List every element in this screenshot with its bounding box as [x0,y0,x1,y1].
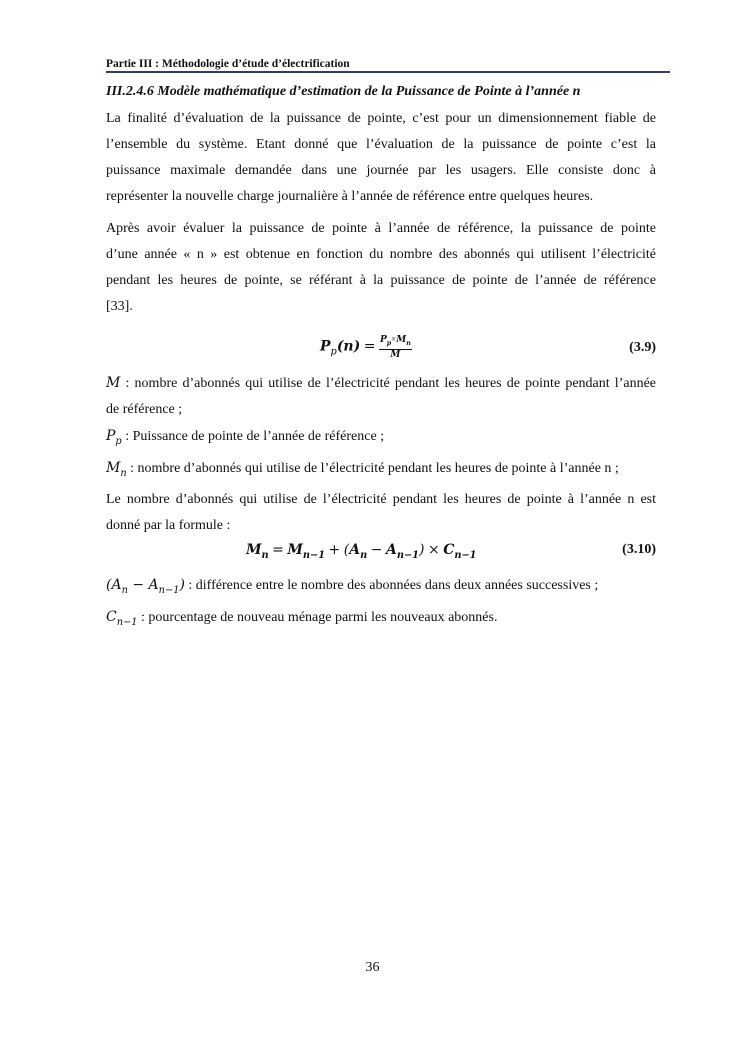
paragraph-line: [33]. [106,299,133,314]
section-title: III.2.4.6 Modèle mathématique d’estimation de la Puissance de Pointe à l’année n [106,84,581,99]
paragraph-line: puissance maximale demandée dans une journée par les usagers. Elle consiste donc à [106,163,656,178]
equation-formula: $M_n = M_{n-1} + (A_n - A_{n-1}) \times C_{n-1}$ [246,542,477,561]
paragraph-line: d’une année « n » est obtenue en fonction du nombre des abonnés qui utilisent l’électricité [106,247,656,262]
paragraph-2 [106,216,656,320]
equation-3-10 [106,538,656,568]
paragraph-1 [106,106,656,210]
definition-pp: $P_p$ : Puissance de pointe de l’année de référence ; [106,428,385,447]
equation-number: (3.9) [629,340,656,355]
paragraph-line: pendant les heures de pointe, se référant à la puissance de pointe de l’année de référence [106,273,656,288]
definition-m: M : nombre d’abonnés qui utilise de l’électricité pendant les heures de pointe pendant l’année [106,375,656,391]
equation-3-9 [106,332,656,362]
equation-fraction: $\frac{P_p\times M_n}{M}$ [379,334,411,360]
definition-diff: $(A_n - A_{n-1})$ : différence entre le nombre des abonnées dans deux années successives ; [106,577,599,596]
page-number: 36 [365,960,380,975]
page-header [106,58,670,73]
paragraph-line: La finalité d’évaluation de la puissance de pointe, c’est pour un dimensionnement fiable de [106,111,656,126]
definition-mn: $M_n$ : nombre d’abonnés qui utilise de l’électricité pendant les heures de pointe à l’année n ; [106,459,619,479]
definition-m-cont: de référence ; [106,402,183,417]
definitions-block-2 [106,572,656,636]
definition-c: $C_{n-1}$ : pourcentage de nouveau ménage parmi les nouveaux abonnés. [106,608,498,628]
paragraph-line: Après avoir évaluer la puissance de pointe à l’année de référence, la puissance de pointe [106,221,656,236]
paragraph-line: représenter la nouvelle charge journalière à l’année de référence entre quelques heures. [106,189,594,204]
header-text: Partie III : Méthodologie d’étude d’électrification [106,58,350,70]
equation-formula: $P_p(n)$ = $\frac{P_p\times M_n}{M}$ [320,334,411,360]
formula-intro-cont: donné par la formule : [106,517,231,533]
paragraph-line: l’ensemble du système. Etant donné que l’évaluation de la puissance de pointe c’est la [106,137,656,152]
equation-number: (3.10) [622,542,656,557]
definitions-block-1 [106,370,656,539]
formula-intro: Le nombre d’abonnés qui utilise de l’électricité pendant les heures de pointe à l’année n est [106,491,656,507]
